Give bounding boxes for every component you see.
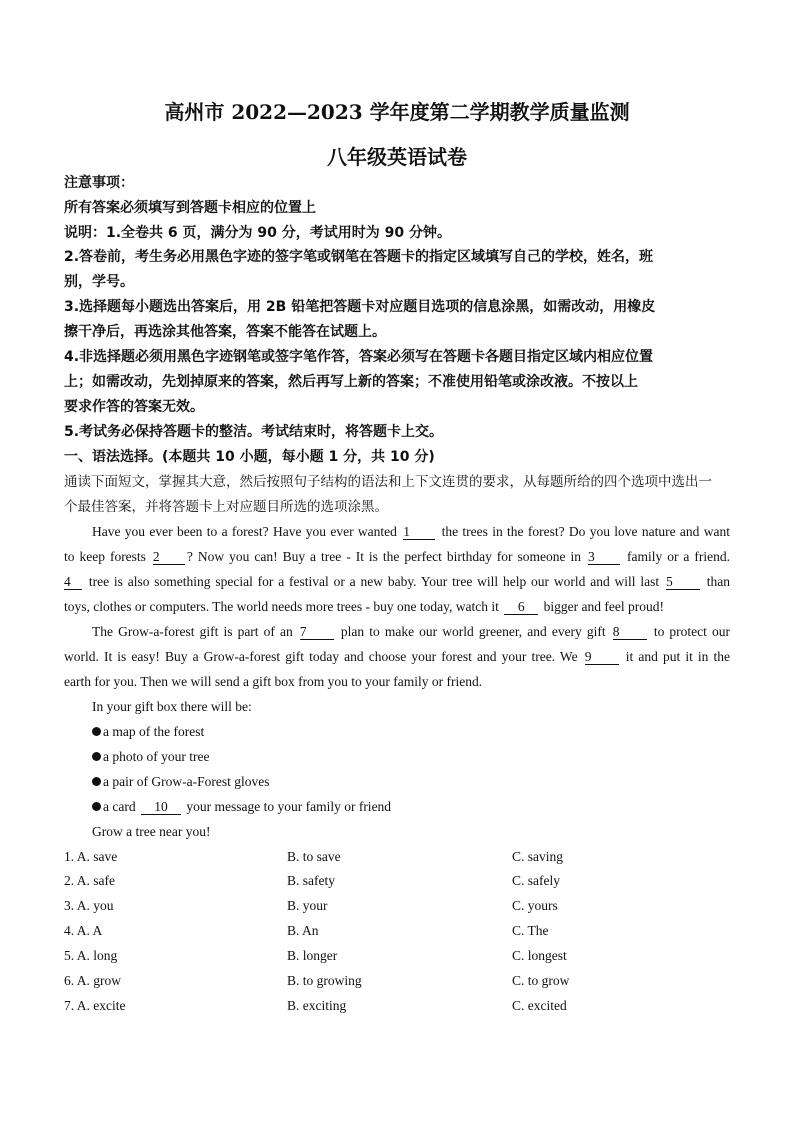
option-b: B. longer [287, 948, 338, 963]
list-item: a map of the forest [92, 723, 204, 741]
option-a: 1. A. save [64, 849, 118, 864]
passage-line: The Grow-a-forest gift is part of an 7 plan to make our world greener, and every gift 8 to protect our [92, 624, 731, 639]
option-b: B. to save [287, 849, 341, 864]
passage-line: Have you ever been to a forest? Have you ever wanted 1 the trees in the forest? Do you love nature and want [92, 524, 730, 539]
bullet-icon [92, 802, 101, 811]
option-c: C. yours [512, 898, 558, 913]
blank-1: 1 [403, 525, 435, 540]
notice-line: 所有答案必须填写到答题卡相应的位置上 [64, 200, 316, 216]
passage-line: earth for you. Then we will send a gift box from you to your family or friend. [64, 674, 483, 689]
bullet-icon [92, 727, 101, 736]
option-c: C. The [512, 923, 549, 938]
blank-3: 3 [588, 550, 620, 565]
option-c: C. to grow [512, 973, 570, 988]
notice-heading: 注意事项： [64, 175, 134, 191]
exam-subtitle: 八年级英语试卷 [327, 145, 467, 169]
option-a: 3. A. you [64, 898, 114, 913]
notice-line: 要求作答的答案无效。 [64, 399, 204, 415]
option-a: 4. A. A [64, 923, 103, 938]
option-a: 5. A. long [64, 948, 118, 963]
section-instructions: 个最佳答案，并将答题卡上对应题目所选的选项涂黑。 [64, 499, 388, 515]
passage-line: toys, clothes or computers. The world needs more trees - buy one today, watch it 6 bigger and feel proud! [64, 599, 664, 614]
option-b: B. your [287, 898, 328, 913]
notice-line: 3.选择题每小题选出答案后，用 2B 铅笔把答题卡对应题目选项的信息涂黑，如需改动，用橡皮 [64, 299, 656, 315]
notice-line: 2.答卷前，考生务必用黑色字迹的签字笔或钢笔在答题卡的指定区域填写自己的学校，姓名，班 [64, 249, 654, 265]
blank-10: 10 [141, 800, 181, 815]
option-c: C. longest [512, 948, 567, 963]
blank-8: 8 [613, 625, 647, 640]
notice-line: 说明：1.全卷共 6 页，满分为 90 分，考试用时为 90 分钟。 [64, 225, 452, 241]
bullet-icon [92, 777, 101, 786]
option-a: 2. A. safe [64, 873, 115, 888]
option-b: B. An [287, 923, 319, 938]
blank-7: 7 [300, 625, 334, 640]
blank-4: 4 [64, 575, 82, 590]
section-heading: 一、语法选择。(本题共 10 小题，每小题 1 分，共 10 分) [64, 449, 435, 465]
bullet-icon [92, 752, 101, 761]
option-a: 7. A. excite [64, 998, 126, 1013]
notice-line: 4.非选择题必须用黑色字迹钢笔或签字笔作答，答案必须写在答题卡各题目指定区域内相应位置 [64, 349, 654, 365]
option-b: B. to growing [287, 973, 362, 988]
blank-9: 9 [585, 650, 619, 665]
option-c: C. excited [512, 998, 567, 1013]
exam-title: 高州市 2022—2023 学年度第二学期教学质量监测 [164, 100, 630, 124]
option-b: B. exciting [287, 998, 347, 1013]
option-c: C. safely [512, 873, 560, 888]
option-a: 6. A. grow [64, 973, 121, 988]
blank-6: 6 [504, 600, 538, 615]
list-item: a card 10 your message to your family or friend [92, 798, 391, 816]
notice-line: 别，学号。 [64, 274, 134, 290]
notice-line: 上；如需改动，先划掉原来的答案，然后再写上新的答案；不准使用铅笔或涂改液。不按以上 [64, 374, 638, 390]
notice-line: 擦干净后，再选涂其他答案，答案不能答在试题上。 [64, 324, 386, 340]
list-item: a pair of Grow-a-Forest gloves [92, 773, 269, 791]
passage-line: In your gift box there will be: [92, 699, 252, 714]
notice-line: 5.考试务必保持答题卡的整洁。考试结束时，将答题卡上交。 [64, 424, 444, 440]
passage-line: to keep forests 2 ? Now you can! Buy a tree - It is the perfect birthday for someone in 3 family or a friend. [64, 549, 730, 564]
blank-2: 2 [153, 550, 185, 565]
blank-5: 5 [666, 575, 700, 590]
option-c: C. saving [512, 849, 564, 864]
passage-closing: Grow a tree near you! [92, 824, 211, 839]
passage-line: world. It is easy! Buy a Grow-a-forest gift today and choose your forest and your tree. We 9 it and put it in the [64, 649, 731, 664]
list-item: a photo of your tree [92, 748, 209, 766]
section-instructions: 通读下面短文，掌握其大意，然后按照句子结构的语法和上下文连贯的要求，从每题所给的四个选项中选出一 [64, 474, 712, 490]
option-b: B. safety [287, 873, 335, 888]
passage-line: 4 tree is also something special for a festival or a new baby. Your tree will help our world and will last 5 than [64, 574, 731, 589]
